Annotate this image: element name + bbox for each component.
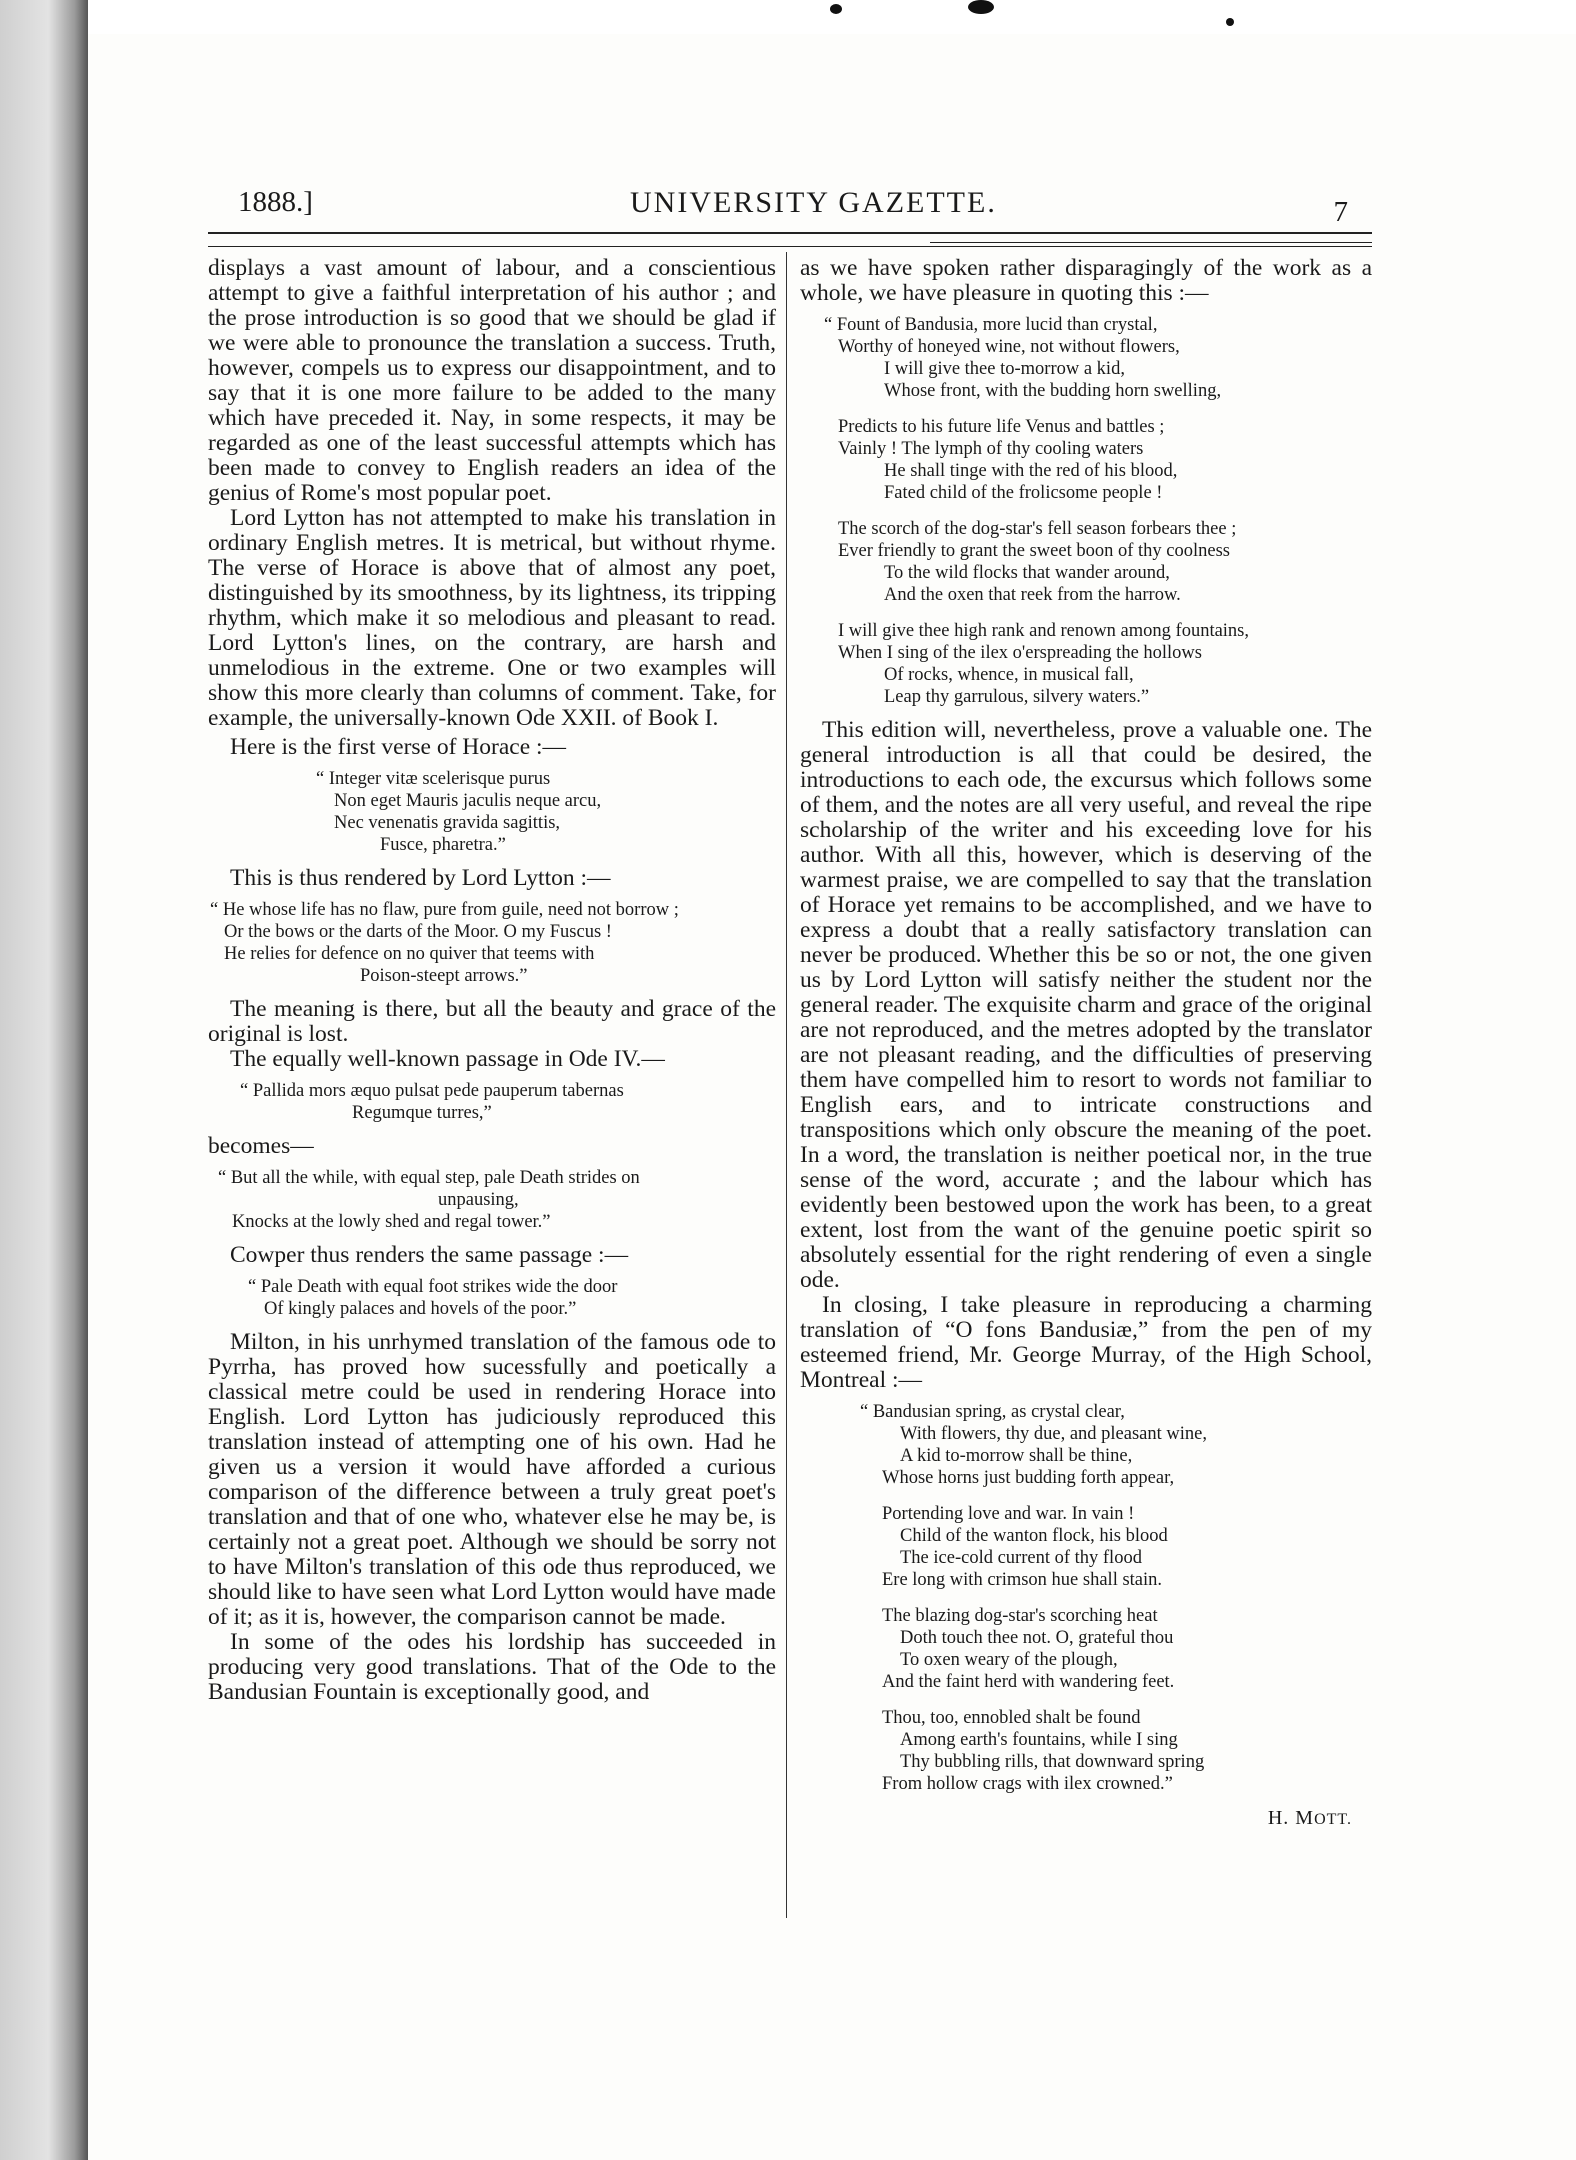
paragraph: Lord Lytton has not attempted to make his translation in ordinary English metres. It is metrical, but without rhyme. The verse of Horace is above that of almost any poet, distinguished by its smoothness, by its lightness, its tripping rhythm, which make it so melodious and pleasant to read. Lord Lytton's lines, on the contrary, are harsh and unmelodious in the extreme. One or two examples will show this more clearly than columns of comment. Take, for example, the universally-known Ode XXII. of Book I. — [208, 505, 776, 731]
stanza — [860, 1401, 1372, 1489]
stanza — [860, 1707, 1372, 1795]
stanza — [824, 518, 1372, 606]
verse-line: Predicts to his future life Venus and battles ; — [838, 417, 1165, 437]
ink-speck — [1226, 18, 1234, 26]
verse-line: Fated child of the frolicsome people ! — [884, 483, 1163, 503]
verse-line: Portending love and war. In vain ! — [882, 1504, 1135, 1524]
verse-line: Leap thy garrulous, silvery waters.” — [884, 687, 1150, 707]
paragraph: becomes— — [208, 1133, 314, 1159]
verse-line: Ere long with crimson hue shall stain. — [882, 1570, 1163, 1590]
verse-line: Doth touch thee not. O, grateful thou — [900, 1628, 1174, 1648]
verse-intro: Cowper thus renders the same passage :— — [230, 1242, 629, 1268]
verse-line: A kid to-morrow shall be thine, — [900, 1446, 1133, 1466]
verse-line: Ever friendly to grant the sweet boon of thy coolness — [838, 541, 1230, 561]
verse-line: “ Bandusian spring, as crystal clear, — [860, 1402, 1125, 1422]
verse-line: He relies for defence on no quiver that teems with — [224, 944, 595, 964]
header-year: 1888.] — [238, 186, 313, 218]
verse-line: When I sing of the ilex o'erspreading the hollows — [838, 643, 1202, 663]
verse-line: Non eget Mauris jaculis neque arcu, — [334, 791, 602, 811]
verse-line: And the faint herd with wandering feet. — [882, 1672, 1175, 1692]
verse-line: The ice-cold current of thy flood — [900, 1548, 1142, 1568]
verse-line: The blazing dog-star's scorching heat — [882, 1606, 1158, 1626]
paragraph: The equally well-known passage in Ode IV.— — [230, 1046, 665, 1072]
header-title: UNIVERSITY GAZETTE. — [630, 186, 997, 219]
verse-line: “ Fount of Bandusia, more lucid than crystal, — [824, 315, 1158, 335]
header-rule-ornament — [930, 242, 1372, 243]
cowper-verse — [208, 1276, 776, 1320]
verse-line: “ Pallida mors æquo pulsat pede pauperum tabernas — [240, 1081, 624, 1101]
verse-line: “ Integer vitæ scelerisque purus — [316, 769, 551, 789]
verse-line: Thou, too, ennobled shalt be found — [882, 1708, 1141, 1728]
verse-line: To the wild flocks that wander around, — [884, 563, 1170, 583]
lytton-verse — [208, 899, 776, 987]
paragraph: The meaning is there, but all the beauty and grace of the original is lost. — [208, 996, 776, 1047]
page-header — [238, 186, 1348, 226]
verse-line: Of kingly palaces and hovels of the poor.” — [264, 1299, 577, 1319]
stanza — [824, 416, 1372, 504]
paragraph: In closing, I take pleasure in reproducing a charming translation of “O fons Bandusiæ,” from the pen of my esteemed friend, Mr. George Murray, of the High School, Montreal :— — [800, 1292, 1372, 1393]
verse-line: unpausing, — [438, 1190, 519, 1210]
paragraph: In some of the odes his lordship has succeeded in producing very good translations. That of the Ode to the Bandusian Fountain is exceptionally good, and — [208, 1629, 776, 1705]
verse-line: “ He whose life has no flaw, pure from guile, need not borrow ; — [210, 900, 679, 920]
ink-speck — [830, 4, 842, 14]
verse-line: “ Pale Death with equal foot strikes wide the door — [248, 1277, 618, 1297]
verse-line: Or the bows or the darts of the Moor. O my Fuscus ! — [224, 922, 612, 942]
header-rule — [208, 232, 1372, 234]
verse-line: Worthy of honeyed wine, not without flowers, — [838, 337, 1180, 357]
verse-line: Fusce, pharetra.” — [380, 835, 506, 855]
header-rule-double — [208, 246, 1372, 247]
verse-line: Whose front, with the budding horn swelling, — [884, 381, 1222, 401]
verse-line: Child of the wanton flock, his blood — [900, 1526, 1168, 1546]
paragraph: This edition will, nevertheless, prove a valuable one. The general introduction is all that could be desired, the introductions to each ode, the excursus which follows some of them, and the notes are all very useful, and reveal the ripe scholarship of the writer and his exceeding love for his author. With all this, however, which is deserving of the warmest praise, we are compelled to say that the translation of Horace yet remains to be accomplished, and we have to express a doubt that a really satisfactory translation can never be produced. Whether this be so or not, the one given us by Lord Lytton will satisfy neither the student nor the general reader. The exquisite charm and grace of the original are not reproduced, and the metres adopted by the translator are not pleasant reading, and the difficulties of preserving them have compelled him to resort to words not familiar to English ears, and to intricate constructions and transpositions which only obscure the meaning of the poet. In a word, the translation is neither poetical nor, in the true sense of the word, accurate ; and the labour which has evidently been bestowed upon the work has been, to a great extent, lost from the want of the genuine poetic spirit so absolutely essential for the right rendering of even a single ode. — [800, 717, 1372, 1293]
verse-intro: This is thus rendered by Lord Lytton :— — [230, 865, 611, 891]
stanza — [860, 1503, 1372, 1591]
left-column — [208, 256, 776, 1705]
signature-initial: H. M — [1267, 1807, 1315, 1829]
verse-line: Whose horns just budding forth appear, — [882, 1468, 1175, 1488]
scan-left-edge — [0, 0, 88, 2160]
right-column — [800, 256, 1372, 1830]
verse-line: I will give thee to-morrow a kid, — [884, 359, 1125, 379]
verse-line: To oxen weary of the plough, — [900, 1650, 1118, 1670]
stanza — [860, 1605, 1372, 1693]
lytton-fountain-verse — [800, 314, 1372, 708]
murray-fountain-verse — [800, 1401, 1372, 1795]
signature-rest: OTT. — [1314, 1811, 1352, 1828]
verse-line: I will give thee high rank and renown among fountains, — [838, 621, 1250, 641]
verse-line: Vainly ! The lymph of thy cooling waters — [838, 439, 1144, 459]
paragraph: Milton, in his unrhymed translation of the famous ode to Pyrrha, has proved how sucessfully and poetically a classical metre could be used in rendering Horace into English. Lord Lytton has judiciously reproduced this translation instead of attempting one of his own. Had he given us a version it would have afforded a curious comparison of the difference between a truly great poet's translation and that of one who, whatever else he may be, is certainly not a great poet. Although we should be sorry not to have Milton's translation of this ode thus reproduced, we should like to have seen what Lord Lytton would have made of it; as it is, however, the comparison cannot be made. — [208, 1329, 776, 1630]
verse-intro: Here is the first verse of Horace :— — [230, 734, 567, 760]
stanza — [824, 314, 1372, 402]
verse-line: With flowers, thy due, and pleasant wine, — [900, 1424, 1207, 1444]
ink-speck — [968, 0, 994, 14]
verse-line: And the oxen that reek from the harrow. — [884, 585, 1181, 605]
verse-line: He shall tinge with the red of his blood, — [884, 461, 1178, 481]
death-verse — [208, 1167, 776, 1233]
paragraph: displays a vast amount of labour, and a conscientious attempt to give a faithful interpretation of his author ; and the prose introduction is so good that we should be glad if we were able to pronounce the translation a success. Truth, however, compels us to express our disappointment, and to say that it is one more failure to be added to the many which have preceded it. Nay, in some respects, it may be regarded as one of the least successful attempts which has been made to convey to English readers an idea of the genius of Rome's most popular poet. — [208, 255, 776, 506]
pallida-verse — [208, 1080, 776, 1124]
column-rule — [786, 252, 787, 1918]
page-number: 7 — [1333, 196, 1348, 228]
stanza — [824, 620, 1372, 708]
verse-line: Thy bubbling rills, that downward spring — [900, 1752, 1205, 1772]
paragraph: as we have spoken rather disparagingly of the work as a whole, we have pleasure in quoting this :— — [800, 255, 1372, 306]
scan-top-edge — [88, 0, 1576, 34]
signature — [800, 1807, 1372, 1830]
verse-line: Regumque turres,” — [352, 1103, 492, 1123]
verse-line: “ But all the while, with equal step, pale Death strides on — [218, 1168, 640, 1188]
verse-line: Of rocks, whence, in musical fall, — [884, 665, 1134, 685]
horace-verse — [208, 768, 776, 856]
verse-line: Nec venenatis gravida sagittis, — [334, 813, 561, 833]
verse-line: From hollow crags with ilex crowned.” — [882, 1774, 1173, 1794]
verse-line: Knocks at the lowly shed and regal tower.” — [232, 1212, 551, 1232]
verse-line: The scorch of the dog-star's fell season forbears thee ; — [838, 519, 1237, 539]
verse-line: Among earth's fountains, while I sing — [900, 1730, 1178, 1750]
verse-line: Poison-steept arrows.” — [360, 966, 528, 986]
